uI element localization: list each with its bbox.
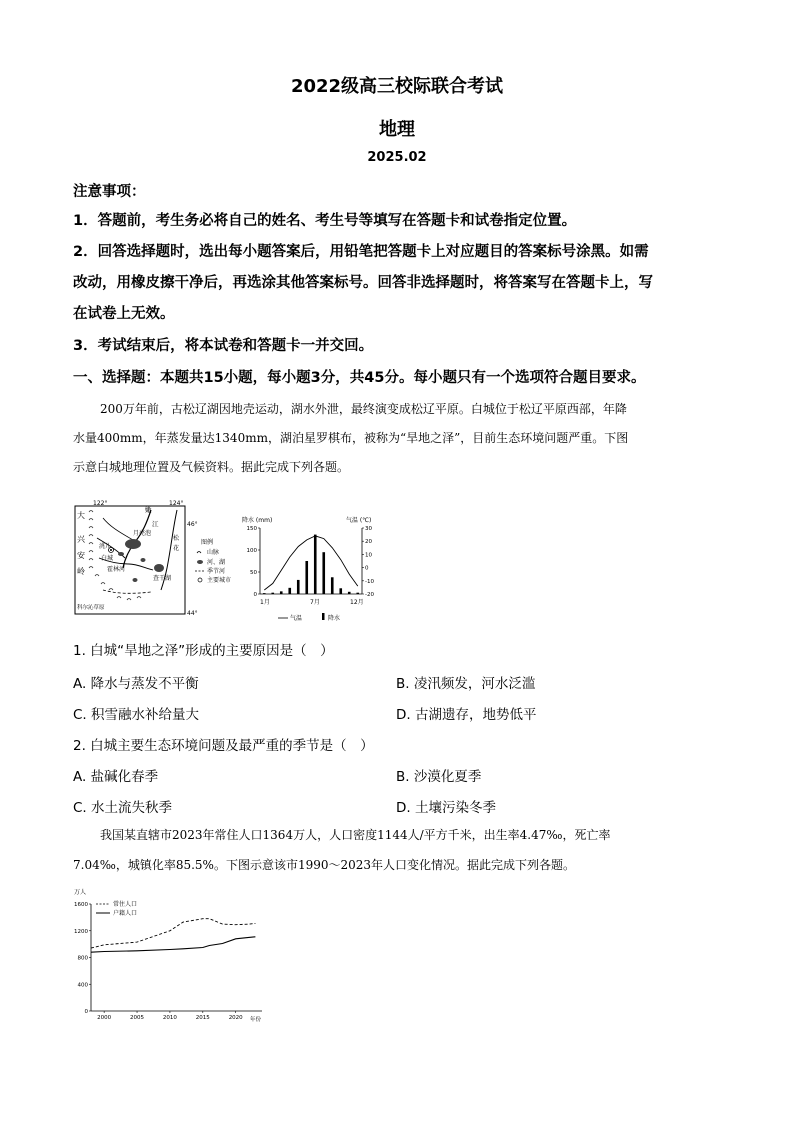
climate-legend-temp: 气温 bbox=[290, 615, 303, 622]
map-lake-chagan: 查干湖 bbox=[153, 575, 172, 582]
map-grassland-label: 科尔沁草原 bbox=[77, 605, 105, 611]
climate-temp-line bbox=[264, 536, 358, 590]
precip-tick-label: 50 bbox=[250, 570, 257, 576]
map-river-nen-2: 江 bbox=[152, 520, 159, 528]
exam-date: 2025.02 bbox=[367, 150, 427, 165]
q1-option-d[interactable]: D. 古湖遗存，地势低平 bbox=[396, 707, 537, 723]
precip-tick-label: 100 bbox=[246, 548, 257, 554]
temp-tick-label: -20 bbox=[365, 592, 374, 598]
climate-precip-axis-label: 降水 (mm) bbox=[242, 517, 273, 524]
precip-bar-10 bbox=[339, 588, 342, 594]
passage-2-line-1: 我国某直辖市2023年常住人口1364万人，人口密度1144人/平方千米，出生率4.47‰，死亡率 bbox=[100, 828, 611, 842]
temp-tick-label: 10 bbox=[365, 552, 372, 559]
precip-tick-label: 0 bbox=[253, 592, 257, 598]
pop-xtick-label: 2010 bbox=[162, 1015, 177, 1021]
mountain-range-icon bbox=[89, 511, 141, 601]
climate-x-start: 1月 bbox=[260, 599, 270, 606]
map-range-char-4: 岭 bbox=[77, 567, 85, 576]
map-legend-seasonal-river: 季节河 bbox=[207, 568, 226, 575]
map-city-label: 白城 bbox=[101, 555, 114, 562]
q2-option-d[interactable]: D. 土壤污染冬季 bbox=[396, 800, 496, 816]
map-lat-top: 46° bbox=[187, 521, 198, 528]
map-lake-label: 月亮泡 bbox=[133, 530, 152, 537]
small-lake-2 bbox=[141, 558, 146, 562]
map-lon-right: 124° bbox=[169, 500, 184, 507]
map-river-tao: 洮 bbox=[99, 543, 106, 550]
chaganhu-lake bbox=[154, 564, 164, 572]
climate-legend-precip-icon bbox=[322, 613, 325, 620]
pop-ytick-label: 1200 bbox=[74, 928, 88, 935]
notes-item-3: 3．考试结束后，将本试卷和答题卡一并交回。 bbox=[73, 338, 374, 354]
map-river-nen: 嫩 bbox=[145, 506, 152, 514]
question-1-stem: 1. 白城“旱地之泽”形成的主要原因是（ ） bbox=[73, 643, 334, 659]
map-river-song: 松 bbox=[173, 535, 180, 542]
notes-item-2-line-2: 改动，用橡皮擦干净后，再选涂其他答案标号。回答非选择题时，将答案写在答题卡上，写 bbox=[73, 275, 653, 291]
legend-mountain-icon bbox=[197, 552, 201, 554]
map-legend-city: 主要城市 bbox=[207, 577, 232, 584]
map-legend-title: 图例 bbox=[201, 539, 214, 546]
climate-legend-precip: 降水 bbox=[328, 615, 341, 622]
pop-x-axis-label: 年份 bbox=[250, 1017, 262, 1023]
small-lake-3 bbox=[133, 578, 138, 582]
temp-tick-label: -10 bbox=[365, 578, 374, 585]
notes-heading: 注意事项： bbox=[73, 184, 146, 200]
precip-bar-4 bbox=[288, 588, 291, 594]
notes-item-2-line-1: 2．回答选择题时，选出每小题答案后，用铅笔把答题卡上对应题目的答案标号涂黑。如需 bbox=[73, 244, 649, 260]
map-range-char-1: 大 bbox=[77, 511, 85, 520]
pop-legend-registered: 户籍人口 bbox=[113, 910, 138, 917]
small-lake-1 bbox=[118, 552, 124, 556]
q1-option-a[interactable]: A. 降水与蒸发不平衡 bbox=[73, 676, 199, 692]
precip-bar-7 bbox=[314, 535, 317, 594]
q2-option-c[interactable]: C. 水土流失秋季 bbox=[73, 800, 173, 816]
pop-ytick-label: 1600 bbox=[74, 902, 88, 908]
passage-2-line-2: 7.04‰，城镇化率85.5%。下图示意该市1990～2023年人口变化情况。据此完成下列各题。 bbox=[73, 858, 576, 872]
q1-option-c[interactable]: C. 积雪融水补给量大 bbox=[73, 707, 200, 723]
legend-city-icon bbox=[198, 578, 202, 582]
nen-river bbox=[123, 510, 151, 568]
temp-tick-label: 20 bbox=[365, 539, 372, 546]
precip-bar-2 bbox=[271, 593, 274, 594]
question-2-stem: 2. 白城主要生态环境问题及最严重的季节是（ ） bbox=[73, 738, 374, 754]
yueliangpao-lake bbox=[125, 539, 141, 549]
map-range-char-3: 安 bbox=[77, 551, 85, 560]
pop-unit-label: 万人 bbox=[74, 889, 87, 896]
precip-bar-8 bbox=[322, 552, 325, 594]
precip-bar-12 bbox=[356, 593, 359, 594]
passage-1-line-3: 示意白城地理位置及气候资料。据此完成下列各题。 bbox=[73, 460, 350, 474]
river-branch bbox=[103, 518, 133, 540]
pop-ytick-label: 400 bbox=[77, 982, 88, 989]
map-river-huolin: 霍林河 bbox=[107, 566, 126, 573]
pop-ytick-label: 0 bbox=[84, 1009, 88, 1015]
exam-title: 2022级高三校际联合考试 bbox=[290, 76, 504, 97]
notes-item-2-line-3: 在试卷上无效。 bbox=[73, 306, 175, 322]
climate-chart bbox=[238, 514, 388, 626]
passage-1-line-1: 200万年前，古松辽湖因地壳运动，湖水外泄，最终演变成松辽平原。白城位于松辽平原西部，年降 bbox=[100, 402, 627, 416]
precip-bar-3 bbox=[280, 591, 283, 594]
climate-temp-axis-label: 气温 (℃) bbox=[346, 517, 372, 524]
pop-xtick-label: 2015 bbox=[195, 1015, 210, 1021]
map-legend-mountain: 山脉 bbox=[207, 549, 220, 556]
temp-tick-label: 0 bbox=[365, 565, 369, 572]
climate-x-mid: 7月 bbox=[310, 599, 320, 606]
seasonal-river bbox=[103, 590, 151, 593]
legend-lake-icon bbox=[197, 560, 203, 564]
precip-bar-9 bbox=[331, 577, 334, 594]
q2-option-b[interactable]: B. 沙漠化夏季 bbox=[396, 769, 482, 785]
population-chart bbox=[70, 884, 270, 1024]
map-legend-river-lake: 河、湖 bbox=[207, 559, 226, 566]
pop-legend-resident: 常住人口 bbox=[113, 901, 138, 908]
map-lon-left: 122° bbox=[93, 500, 108, 507]
precip-bar-6 bbox=[305, 561, 308, 594]
map-range-char-2: 兴 bbox=[77, 535, 85, 544]
precip-bar-11 bbox=[348, 592, 351, 594]
q1-option-b[interactable]: B. 凌汛频发，河水泛滥 bbox=[396, 676, 536, 692]
pop-line-resident bbox=[91, 919, 255, 948]
pop-ytick-label: 800 bbox=[77, 955, 88, 962]
climate-x-end: 12月 bbox=[350, 599, 364, 606]
map-river-hua: 花 bbox=[173, 545, 180, 552]
notes-item-1: 1．答题前，考生务必将自己的姓名、考生号等填写在答题卡和试卷指定位置。 bbox=[73, 213, 577, 229]
exam-subject: 地理 bbox=[379, 119, 415, 140]
precip-bar-1 bbox=[263, 593, 266, 594]
map-river-er: 儿 bbox=[105, 543, 112, 550]
passage-1-line-2: 水量400mm，年蒸发量达1340mm，湖泊星罗棋布，被称为“旱地之泽”，目前生态环境问题严重。下图 bbox=[73, 431, 629, 445]
pop-xtick-label: 2000 bbox=[97, 1015, 112, 1021]
baicheng-location-map bbox=[73, 498, 263, 620]
q2-option-a[interactable]: A. 盐碱化春季 bbox=[73, 769, 159, 785]
section-1-heading: 一、选择题：本题共15小题，每小题3分，共45分。每小题只有一个选项符合题目要求。 bbox=[73, 370, 646, 386]
precip-tick-label: 150 bbox=[246, 526, 257, 532]
pop-line-registered bbox=[91, 937, 255, 952]
temp-tick-label: 30 bbox=[365, 526, 372, 532]
pop-xtick-label: 2020 bbox=[228, 1015, 243, 1021]
map-lat-bottom: 44° bbox=[187, 610, 198, 617]
pop-xtick-label: 2005 bbox=[130, 1015, 145, 1021]
precip-bar-5 bbox=[297, 580, 300, 594]
